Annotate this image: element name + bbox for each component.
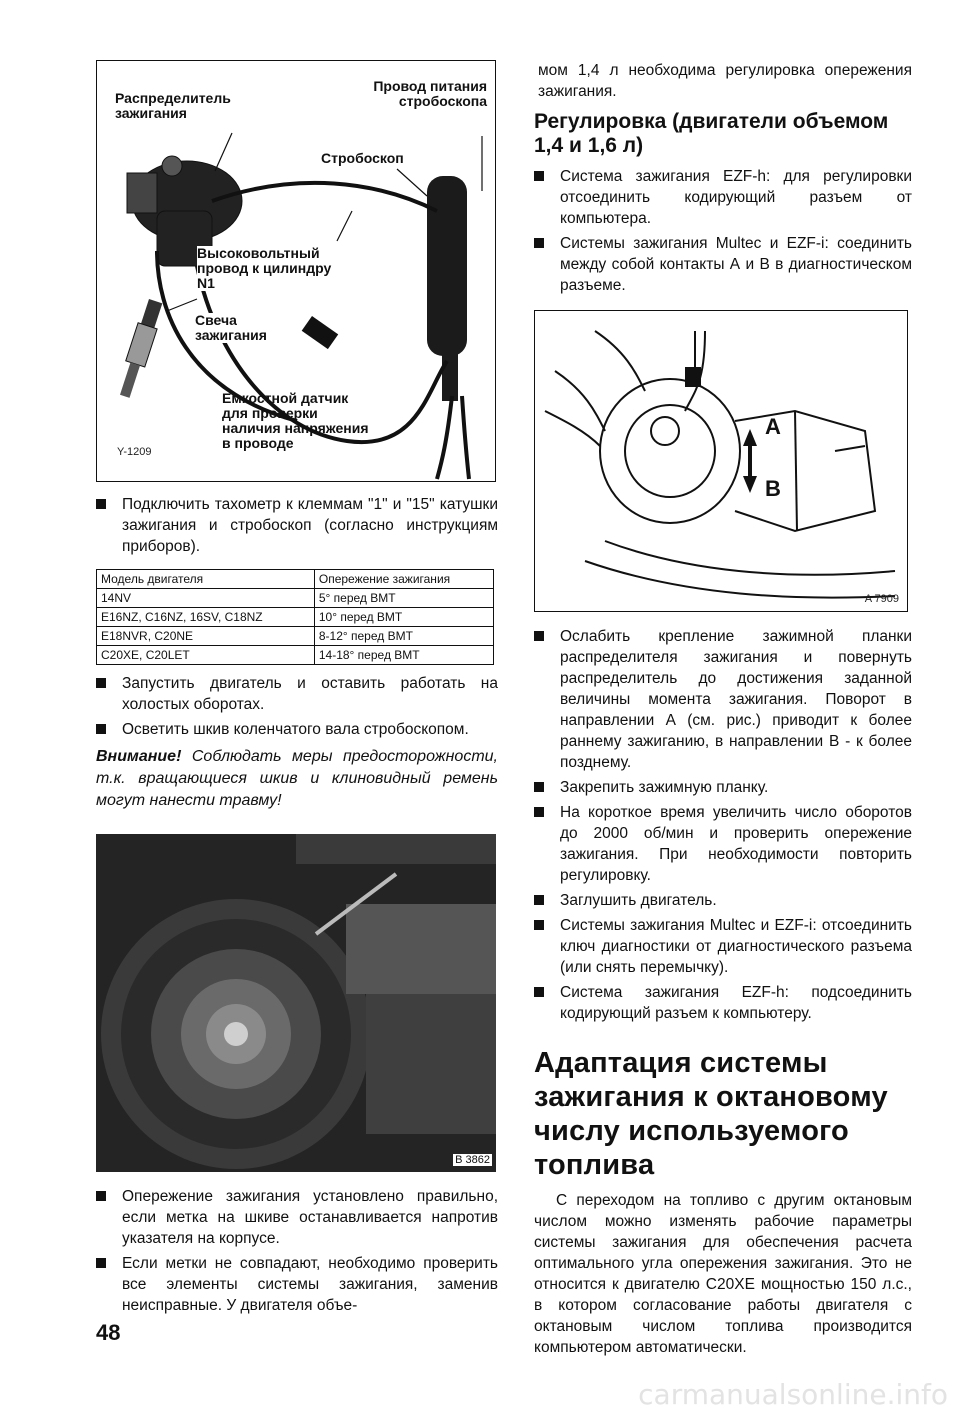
- label-spark-plug: Свеча зажигания: [195, 313, 285, 343]
- continued-text: мом 1,4 л необходима регулировка опережения зажигания.: [538, 62, 912, 100]
- strobe-diagram: [96, 60, 496, 482]
- cell-advance: 8-12° перед ВМТ: [314, 627, 493, 646]
- direction-label-b: B: [765, 476, 781, 501]
- figure-code: A 7909: [864, 593, 899, 605]
- section-heading-octane: Адаптация системы зажигания к октановому числу используемого топлива: [534, 1047, 888, 1181]
- page-number: 48: [96, 1320, 121, 1345]
- warning-lead: Внимание!: [96, 748, 182, 765]
- table-row: [97, 627, 494, 646]
- cell-model: E16NZ, C16NZ, 16SV, C18NZ: [97, 608, 315, 627]
- cell-advance: 10° перед ВМТ: [314, 608, 493, 627]
- label-strobe: Стробоскоп: [321, 150, 404, 166]
- safety-warning: [96, 746, 498, 812]
- label-sensor: Емкостной датчик для проверки наличия напряжения в проводе: [222, 390, 369, 451]
- instruction-stop-engine: Заглушить двигатель.: [534, 890, 912, 911]
- label-power-wire: Провод питания стробоскопа: [373, 78, 487, 109]
- instruction-start-engine: Запустить двигатель и оставить работать на холостых оборотах.: [96, 673, 498, 715]
- instruction-reconnect: Система зажигания EZF-h: подсоединить кодирующий разъем к компьютеру.: [534, 982, 912, 1024]
- instruction-disconnect-key: Системы зажигания Multec и EZF-i: отсоединить ключ диагностики от диагностического разъема (или снять перемычку).: [534, 915, 912, 978]
- instruction-tighten-clamp: Закрепить зажимную планку.: [534, 777, 912, 798]
- table-header-row: [97, 570, 494, 589]
- cell-advance: 14-18° перед ВМТ: [314, 646, 493, 665]
- instruction-check-system: Если метки не совпадают, необходимо проверить все элементы системы зажигания, заменив неисправные. У двигателя объе-: [96, 1253, 498, 1316]
- cell-model: E18NVR, C20NE: [97, 627, 315, 646]
- instruction-loosen-clamp: Ослабить крепление зажимной планки распределителя зажигания и повернуть распределитель до достижения заданной величины момента зажигания. Поворот в направлении А (см. рис.) приводит к более раннему зажиганию, в направлении В - к более позднему.: [534, 626, 912, 773]
- right-column: [534, 60, 912, 1358]
- distributor-diagram-drawing: [535, 311, 907, 611]
- photo-code: B 3862: [455, 1154, 490, 1166]
- label-hv-wire: Высоковольтный провод к цилиндру N1: [197, 246, 337, 291]
- cell-model: 14NV: [97, 589, 315, 608]
- warning-text: Соблюдать меры предосторожности, т.к. вращающиеся шкив и клиновидный ремень могут нанести травму!: [96, 748, 498, 809]
- watermark: carmanualsonline.info: [638, 1378, 948, 1411]
- table-row: [97, 589, 494, 608]
- instruction-ezf-h: Система зажигания EZF-h: для регулировки отсоединить кодирующий разъем от компьютера.: [534, 166, 912, 229]
- distributor-diagram: [534, 310, 908, 612]
- table-row: [97, 646, 494, 665]
- left-column: [96, 60, 498, 1316]
- octane-paragraph: С переходом на топливо с другим октановым числом можно изменять рабочие параметры системы зажигания для обеспечения расчета оптимального угла опережения зажигания. Это не относится к двигателю C20XE мощностью 150 л.с., в котором согласование работы двигателя с октановым числом топлива производится компьютером автоматически.: [534, 1192, 912, 1356]
- figure-code: Y-1209: [117, 446, 152, 458]
- header-ignition-advance: Опережение зажигания: [314, 570, 493, 589]
- cell-model: C20XE, C20LET: [97, 646, 315, 665]
- instruction-illuminate-pulley: Осветить шкив коленчатого вала стробоскопом.: [96, 719, 498, 740]
- instruction-correct-timing: Опережение зажигания установлено правильно, если метка на шкиве останавливается напротив указателя на корпусе.: [96, 1186, 498, 1249]
- ignition-advance-table: [96, 569, 494, 665]
- instruction-connect: Подключить тахометр к клеммам "1" и "15" катушки зажигания и стробоскоп (согласно инструкциям приборов).: [96, 494, 498, 557]
- table-row: [97, 608, 494, 627]
- pulley-photo-image: [96, 834, 496, 1172]
- header-engine-model: Модель двигателя: [97, 570, 315, 589]
- instruction-increase-rpm: На короткое время увеличить число оборотов до 2000 об/мин и проверить опережение зажигания. При необходимости повторить регулировку.: [534, 802, 912, 886]
- label-distributor: Распределитель зажигания: [115, 91, 265, 121]
- pulley-photo: [96, 834, 496, 1172]
- direction-label-a: A: [765, 414, 781, 439]
- section-heading-adjustment: Регулировка (двигатели объемом 1,4 и 1,6 л): [534, 110, 889, 157]
- cell-advance: 5° перед ВМТ: [314, 589, 493, 608]
- instruction-multec-ezf-i: Системы зажигания Multec и EZF-i: соединить между собой контакты А и В в диагностическом разъеме.: [534, 233, 912, 296]
